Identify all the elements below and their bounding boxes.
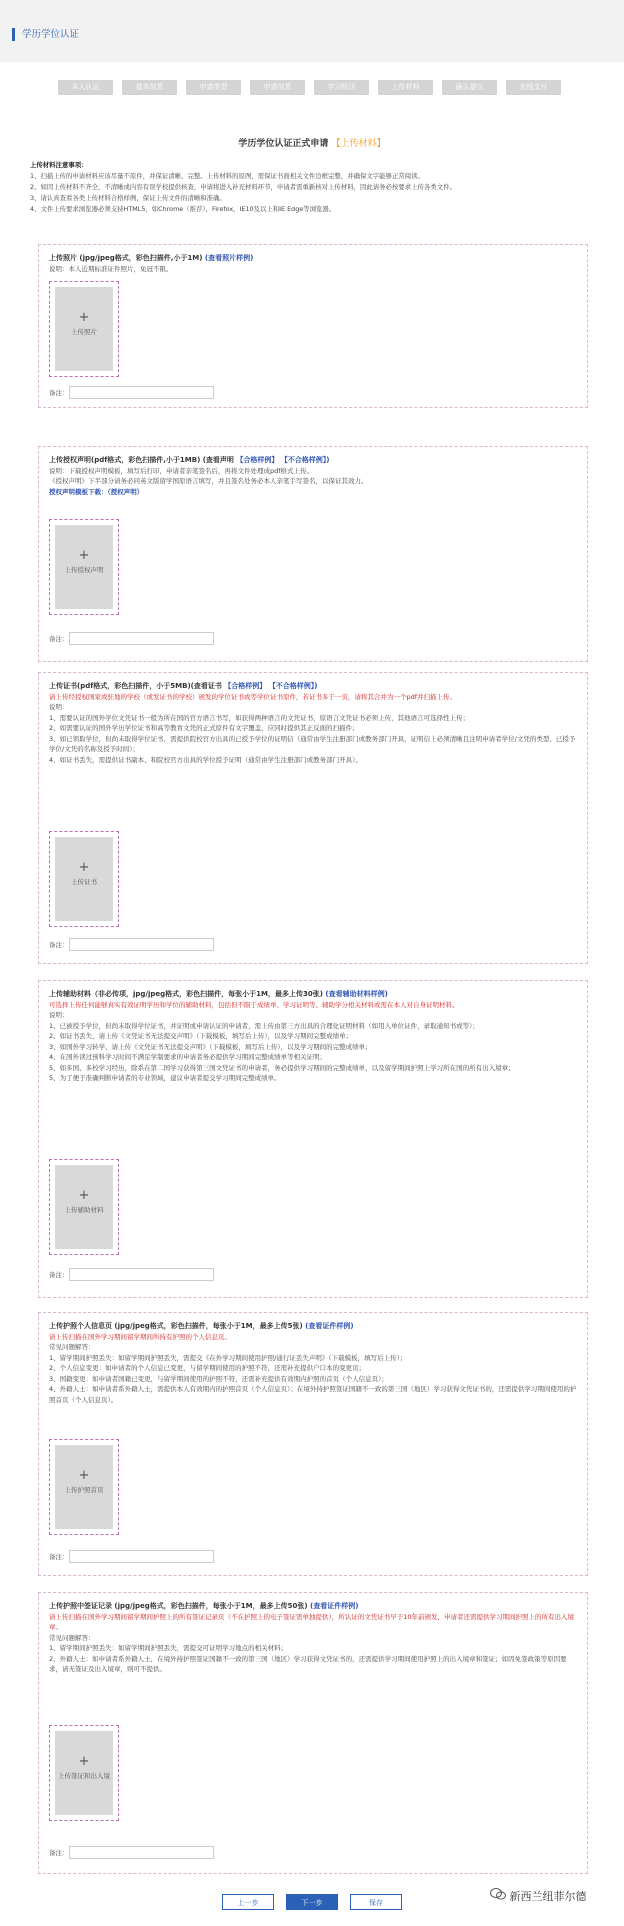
sample-link[interactable]: 【合格样例】 【不合格样例】)	[224, 682, 318, 690]
plus-icon: +	[78, 1754, 90, 1769]
remark-label: 备注：	[49, 389, 69, 397]
section-line: 说明：	[49, 703, 69, 711]
section-line: 1、留学期间护照丢失：如留学期间护照丢失，需提交《在外学习期间使用护照/通行证丢失声明》（下载模板，填写后上传）；	[49, 1353, 407, 1362]
save-button[interactable]: 保存	[350, 1894, 402, 1910]
upload-placeholder	[55, 525, 113, 609]
notice-item: 4、文件上传要求浏览器必须支持HTML5，如Chrome（推荐），Firefox，IE10及以上和IE Edge等浏览器。	[30, 205, 336, 213]
upload-label: 上传签证和出入境	[58, 1772, 110, 1780]
section-line: 2、外籍人士：如申请者系外籍人士，在境外持护照签证国籍不一致的第三国（地区）学习获得文凭证书的，还需提供学习期间使用护照上的出入境章和签证；如因免签政策等原因要求，请无签证及出入境章，则可不提供。	[49, 1654, 567, 1673]
sample-link[interactable]: (查看照片样例)	[204, 254, 254, 262]
plus-icon: +	[78, 1468, 90, 1483]
section-certificate	[38, 672, 588, 964]
plus-icon: +	[78, 548, 90, 563]
upload-label: 上传授权声明	[64, 566, 104, 574]
sample-link[interactable]: (查看辅助材料样例)	[325, 990, 388, 998]
step-identity[interactable]: 本人认证	[58, 80, 113, 95]
plus-icon: +	[78, 1188, 90, 1203]
section-line: 说明：本人近期标准证件照片，免冠不限。	[49, 264, 173, 273]
upload-label: 上传辅助材料	[64, 1206, 104, 1214]
remark-input[interactable]	[69, 632, 214, 645]
section-authorization	[38, 446, 588, 662]
sample-link[interactable]: (查看证件样例)	[310, 1602, 359, 1610]
section-photo	[38, 244, 588, 408]
form-title	[0, 136, 624, 149]
remark-label: 备注：	[49, 1271, 69, 1279]
section-warning: 请上传扫描在国外学习期间留学期间护照上的所有签证记录页（不在护照上的电子签证需单独提供），所认证的文凭证书早于10年前颁发，申请者还需提供学习期间护照上的所有出入境章。	[49, 1612, 575, 1631]
remark-input[interactable]	[69, 938, 214, 951]
section-head: 上传授权声明(pdf格式，彩色扫描件,小于1MB) (查看声明	[49, 456, 234, 464]
step-apply-info[interactable]: 申请信息	[250, 80, 305, 95]
section-line: 4、在国外读过预科学习时间不满足学制要求的申请者务必提供学习期间完整成绩单等相关证明；	[49, 1053, 327, 1061]
upload-notice	[30, 160, 598, 215]
watermark	[490, 1888, 587, 1904]
section-line: 3、国籍变更：如申请者国籍已变更，与留学期间使用的护照不符，还需补充提供有效期内护照的首页（个人信息页）；	[49, 1374, 388, 1383]
section-line: 5、如多国、多校学习经历，除系在第二国学习获得第三国文凭证书的申请者，务必提供学习期间的完整成绩单，以及留学期间护照上学习所在国的所有出入境章；	[49, 1063, 515, 1072]
upload-label: 上传证书	[71, 878, 97, 886]
step-apply-type[interactable]: 申请类型	[186, 80, 241, 95]
section-head: 上传照片 (jpg/jpeg格式，彩色扫描件,小于1M)	[49, 254, 203, 262]
plus-icon: +	[78, 310, 90, 325]
sample-link[interactable]: (查看证件样例)	[305, 1322, 354, 1330]
section-line: 2、个人信息变更：如申请者的个人信息已变更，与留学期间使用的护照不符，还需补充提供户口本的变更页；	[49, 1364, 366, 1372]
upload-box[interactable]	[49, 1725, 119, 1821]
remark-label: 备注：	[49, 1849, 69, 1857]
section-line: 2、如需要认证的国外学历学位证书和高等教育文凭的正式原件有文字覆盖，应同时提供其正反面的扫描件；	[49, 724, 359, 732]
section-line: 3、如已领取学位，但尚未取得学位证书，需提供院校官方出具的已授予学位的证明信（通常由学生注册部门或教务部门开具，证明信上必须清晰且注明申请者学位/文凭的类型、已授予学位/文凭的名称及授予时间）；	[49, 734, 576, 753]
upload-placeholder	[55, 1165, 113, 1249]
section-line: 1、需要认证的国外学位文凭证书一般为所在国的官方语言书写，如获得两种语言的文凭证书，原语言文凭证书必须上传，其他语言可选择性上传；	[49, 713, 470, 722]
section-head: 上传护照中签证记录 (jpg/jpeg格式，彩色扫描件，每张小于1M，最多上传50张)	[49, 1602, 308, 1610]
upload-box[interactable]	[49, 281, 119, 377]
wechat-icon	[490, 1888, 506, 1900]
remark-input[interactable]	[69, 1268, 214, 1281]
remark-input[interactable]	[69, 1550, 214, 1563]
remark-row	[49, 1267, 69, 1283]
watermark-text: 新西兰纽菲尔德	[509, 1890, 587, 1903]
section-line: 说明：	[49, 1011, 69, 1019]
step-payment[interactable]: 在线支付	[506, 80, 561, 95]
step-confirm[interactable]: 确认提交	[442, 80, 497, 95]
section-warning: 请上传经授权国家或驻地的学校（或发证书的学校）颁发的学位证书或等学位证书原件，若证书多于一页，请将其合并为一个pdf并扫描上传。	[49, 692, 457, 701]
notice-item: 2、如因上传材料不齐全，不清晰或内容有误学校提供核查，申请将进入补充材料环节，申请者需重新核对上传材料，因此请务必按要求上传各类文件。	[30, 183, 456, 191]
upload-box[interactable]	[49, 519, 119, 615]
upload-placeholder	[55, 1445, 113, 1529]
upload-label: 上传护照首页	[64, 1486, 104, 1494]
upload-box[interactable]	[49, 1159, 119, 1255]
notice-item: 3、请认真查看各类上传材料合格样例，保证上传文件的清晰和准确。	[30, 194, 226, 202]
remark-label: 备注：	[49, 635, 69, 643]
sample-link[interactable]: 【合格样例】 【不合格样例】)	[236, 456, 330, 464]
step-bar	[58, 80, 578, 95]
section-warning: 可选择上传任何能够真实有效证明学历和学位的辅助材料，包括但不限于成绩单、学习证明等。辅助学分相关材料或需在本人对自身证明材料。	[49, 1000, 459, 1009]
section-passport	[38, 1312, 588, 1576]
page-header	[0, 0, 624, 62]
remark-input[interactable]	[69, 386, 214, 399]
next-button[interactable]: 下一步	[286, 1894, 338, 1910]
section-line: 1、留学期间护照丢失：如留学期间护照丢失，需提交可证明学习地点的相关材料；	[49, 1644, 288, 1652]
step-basic-info[interactable]: 基本信息	[122, 80, 177, 95]
remark-row	[49, 1845, 69, 1861]
section-visa	[38, 1592, 588, 1874]
action-buttons	[222, 1894, 402, 1910]
section-head: 上传证书(pdf格式，彩色扫描件，小于5MB)(查看证书	[49, 682, 222, 690]
upload-box[interactable]	[49, 1439, 119, 1535]
template-download-link[interactable]: 授权声明模板下载：（授权声明）	[49, 487, 144, 496]
remark-input[interactable]	[69, 1846, 214, 1859]
section-line: 《授权声明》下半部分请务必同英文版留学国原语言填写，并且签名处务必本人亲笔手写签名，以保证其效力。	[49, 477, 368, 485]
remark-row	[49, 631, 69, 647]
remark-row	[49, 1549, 69, 1565]
remark-row	[49, 385, 69, 401]
section-line: 4、外籍人士：如申请者系外籍人士，需提供本人有效期内的护照首页（个人信息页）；在境外持护照签证国籍不一致的第三国（地区）学习获得文凭证书的，还需提供学习期间使用的护照首页（个人信息页）。	[49, 1385, 577, 1404]
page-title: 学历学位认证	[12, 28, 79, 41]
step-upload[interactable]: 上传材料	[378, 80, 433, 95]
section-warning: 请上传扫描在国外学习期间留学期间所持有护照的个人信息页。	[49, 1332, 231, 1341]
upload-label: 上传照片	[71, 328, 97, 336]
upload-placeholder	[55, 1731, 113, 1815]
prev-button[interactable]: 上一步	[222, 1894, 274, 1910]
section-line: 3、如国外学习转学、请上传《文凭证书无法提交声明》（下载模板，填写后上传），以及学习期间的完整成绩单；	[49, 1042, 372, 1051]
section-line: 常见问题解答：	[49, 1343, 95, 1351]
remark-label: 备注：	[49, 941, 69, 949]
section-line: 常见问题解答：	[49, 1633, 95, 1642]
remark-label: 备注：	[49, 1553, 69, 1561]
section-line: 1、已被授予学位，但尚未取得学位证书，并证明或申请认证的申请者，需上传由第三方出具的合理化证明材料（如用人单位证件，录取通知书或等）；	[49, 1021, 479, 1030]
section-line: 4、如证书丢失，需提供证书副本、和院校官方出具的学位授予证明（通常由学生注册部门或教务部门开具）。	[49, 755, 362, 764]
upload-box[interactable]	[49, 831, 119, 927]
section-head: 上传辅助材料（非必传项，jpg/jpeg格式，彩色扫描件，每张小于1M，最多上传30张)	[49, 990, 323, 998]
section-line: 5、为了便于准确判断申请者的专业领域，建议申请者提交学习期间完整成绩单。	[49, 1074, 281, 1082]
section-supporting	[38, 980, 588, 1298]
form-title-text: 学历学位认证正式申请	[238, 139, 329, 149]
form-title-tag: 【上传材料】	[331, 139, 386, 149]
section-line: 说明：下载授权声明模板，填写后打印，申请者亲笔签名后，再将文件处理成pdf格式上传。	[49, 466, 314, 475]
upload-placeholder	[55, 837, 113, 921]
step-study-history[interactable]: 学习经历	[314, 80, 369, 95]
section-line: 2、如证书丢失，请上传《文凭证书无法提交声明》（下载模板，填写后上传），以及学习期间完整成绩单；	[49, 1032, 353, 1040]
section-head: 上传护照个人信息页 (jpg/jpeg格式，彩色扫描件，每张小于1M，最多上传5张)	[49, 1322, 303, 1330]
plus-icon: +	[78, 860, 90, 875]
remark-row	[49, 937, 69, 953]
upload-placeholder	[55, 287, 113, 371]
notice-item: 1、扫描上传的申请材料应该尽量不原件，并保证清晰、完整。上传材料的原图，需保证书面相关文件边框完整，并确保文字能够正常阅读。	[30, 172, 424, 180]
notice-title: 上传材料注意事项：	[30, 161, 88, 169]
